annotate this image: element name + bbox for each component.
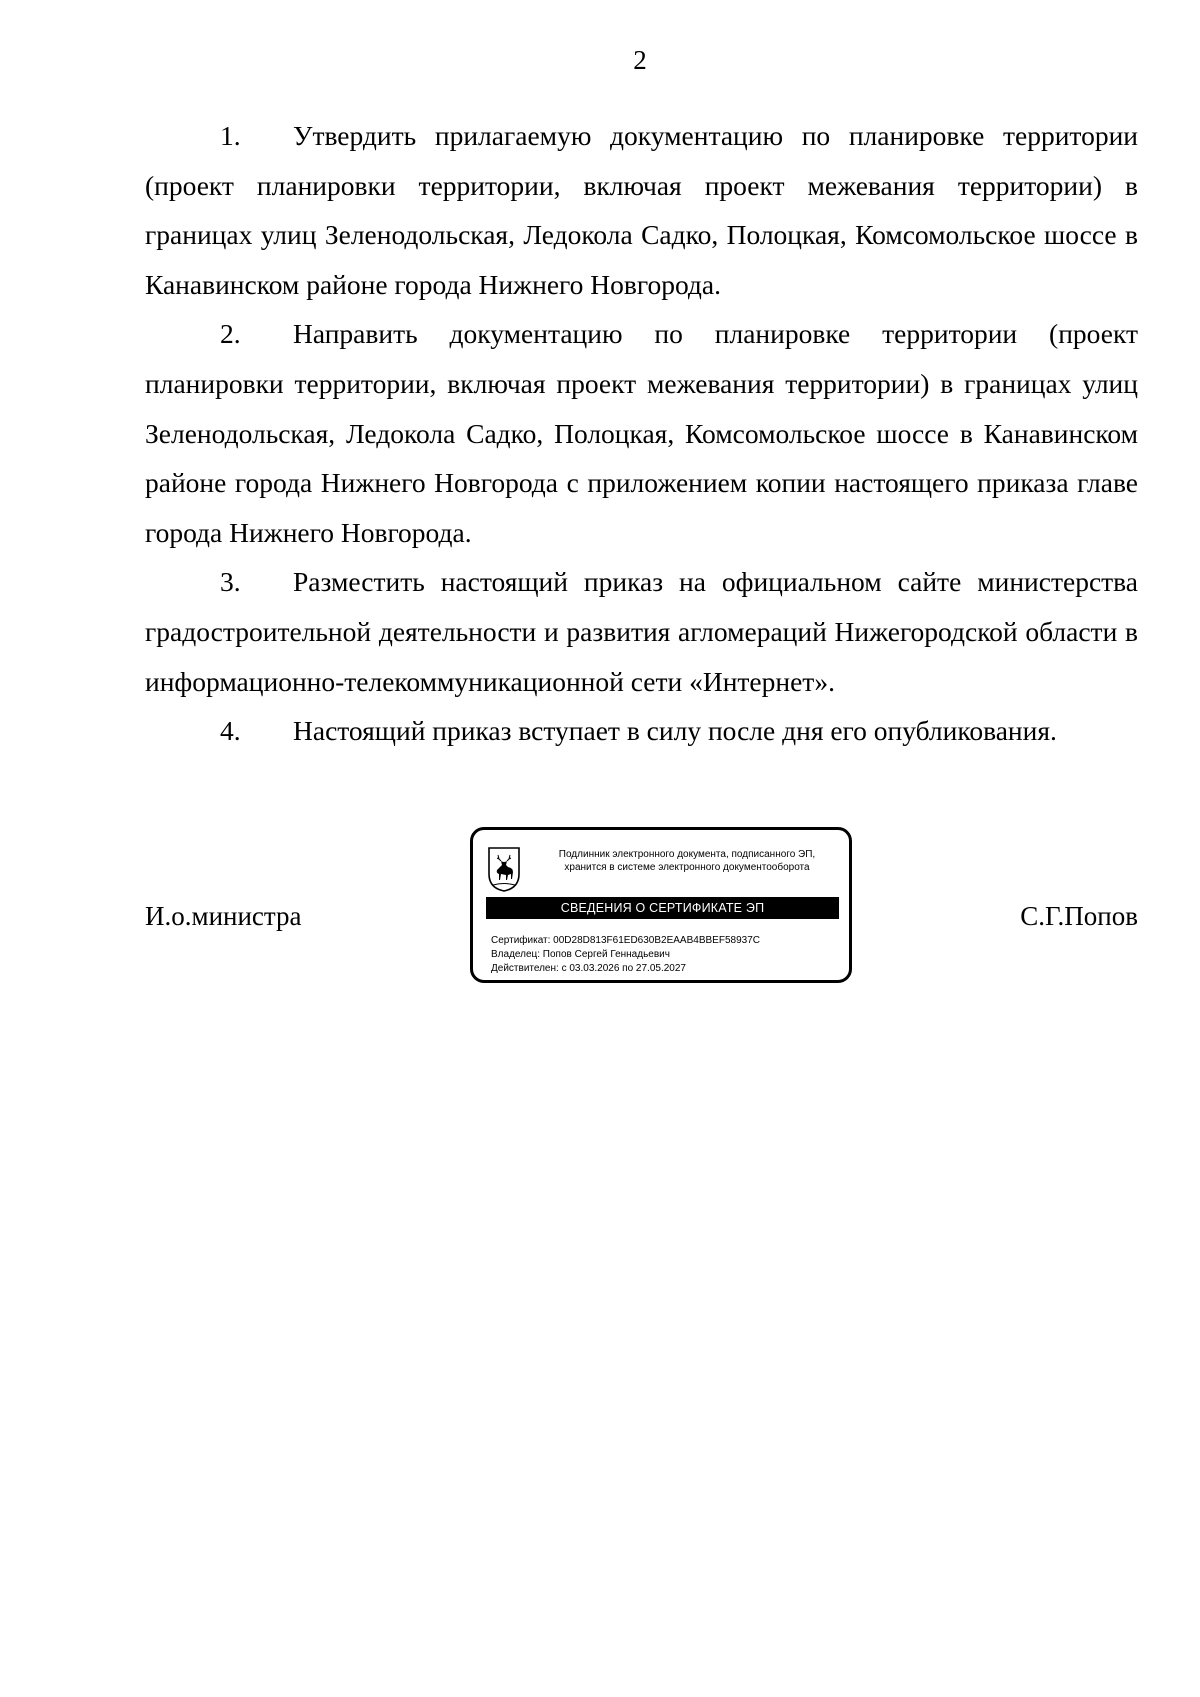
signatory-position: И.о.министра [145,901,302,931]
paragraph-text: Разместить настоящий приказ на официальном сайте министерства градостроительной деятельности и развития агломераций Нижегородской области в информационно-телекоммуникационной сети «Интернет». [145,566,1138,697]
document-body [145,111,1138,756]
paragraph-number: 2. [220,318,241,350]
signatory-name: С.Г.Попов [1020,901,1138,931]
coat-of-arms-deer-icon [487,846,521,892]
electronic-signature-stamp [470,827,852,983]
stamp-title: СВЕДЕНИЯ О СЕРТИФИКАТЕ ЭП [486,897,839,919]
paragraph-number: 3. [220,566,241,598]
certificate-validity: Действителен: с 03.03.2026 по 27.05.2027 [491,963,686,974]
certificate-number: Сертификат: 00D28D813F61ED630B2EAAB4BBEF58937C [491,935,760,946]
paragraph-number: 1. [220,120,241,151]
paragraph-number: 4. [220,715,241,747]
paragraph-2 [145,309,1138,557]
stamp-header [533,848,841,874]
certificate-details [491,934,760,976]
paragraph-1 [145,111,1138,309]
paragraph-4 [145,706,1138,756]
stamp-header-line: Подлинник электронного документа, подписанного ЭП, [558,849,816,860]
certificate-owner: Владелец: Попов Сергей Геннадьевич [491,949,670,960]
paragraph-text: Направить документацию по планировке территории (проект планировки территории, включая проект межевания территории) в границах улиц Зеленодольская, Ледокола Садко, Полоцкая, Комсомольское шоссе в Канавинском районе города Нижнего Новгорода с приложением копии настоящего приказа главе города Нижнего Новгорода. [145,318,1138,548]
paragraph-text: Утвердить прилагаемую документацию по планировке территории (проект планировки территории, включая проект межевания территории) в границах улиц Зеленодольская, Ледокола Садко, Полоцкая, Комсомольское шоссе в Канавинском районе города Нижнего Новгорода. [145,120,1138,300]
paragraph-3 [145,557,1138,706]
page-number: 2 [633,45,647,75]
paragraph-text: Настоящий приказ вступает в силу после дня его опубликования. [293,715,1057,747]
stamp-header-line: хранится в системе электронного документооборота [564,862,810,873]
